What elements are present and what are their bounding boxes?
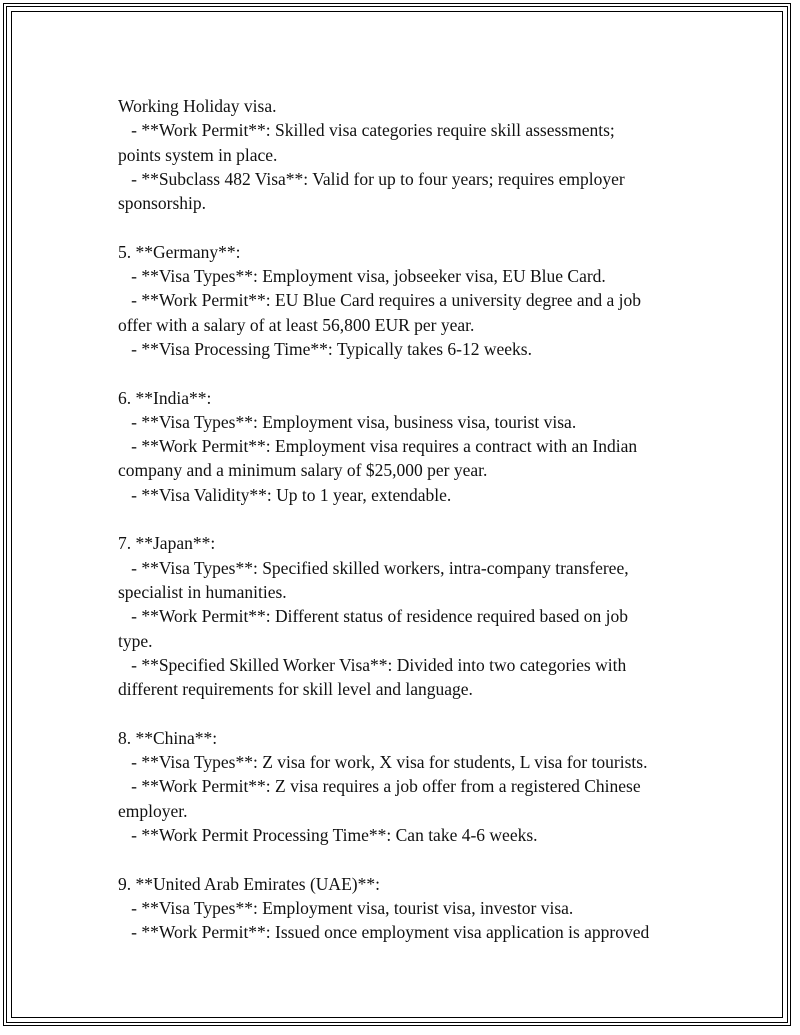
text-line: - **Visa Types**: Employment visa, business visa, tourist visa. — [118, 411, 577, 432]
text-line: company and a minimum salary of $25,000 per year. — [118, 460, 488, 481]
text-line: offer with a salary of at least 56,800 EUR per year. — [118, 314, 475, 335]
section-heading-india: 6. **India**: — [118, 387, 212, 408]
text-line: - **Specified Skilled Worker Visa**: Divided into two categories with — [118, 654, 627, 675]
text-line: employer. — [118, 800, 188, 821]
text-line: Working Holiday visa. — [118, 96, 277, 116]
text-line: sponsorship. — [118, 193, 206, 214]
text-line: different requirements for skill level and language. — [118, 679, 473, 700]
section-heading-china: 8. **China**: — [118, 727, 218, 748]
blank-line — [118, 847, 718, 871]
section-heading-japan: 7. **Japan**: — [118, 533, 216, 554]
blank-line — [118, 701, 718, 725]
section-heading-germany: 5. **Germany**: — [118, 241, 241, 262]
text-line: - **Visa Processing Time**: Typically takes 6-12 weeks. — [118, 338, 532, 359]
text-line: - **Work Permit**: EU Blue Card requires a university degree and a job — [118, 290, 641, 311]
blank-line — [118, 361, 718, 385]
text-line: specialist in humanities. — [118, 581, 287, 602]
text-line: - **Visa Types**: Z visa for work, X visa for students, L visa for tourists. — [118, 752, 648, 773]
text-line: - **Visa Validity**: Up to 1 year, extendable. — [118, 484, 452, 505]
text-line: points system in place. — [118, 144, 278, 165]
text-line: - **Work Permit**: Issued once employment visa application is approved — [118, 922, 650, 943]
text-line: - **Work Permit**: Employment visa requires a contract with an Indian — [118, 436, 638, 457]
text-line: - **Work Permit Processing Time**: Can take 4-6 weeks. — [118, 824, 538, 845]
text-line: - **Visa Types**: Employment visa, jobseeker visa, EU Blue Card. — [118, 266, 606, 287]
text-line: - **Work Permit**: Z visa requires a job offer from a registered Chinese — [118, 776, 641, 797]
text-line: - **Work Permit**: Different status of residence required based on job — [118, 606, 629, 627]
text-line: - **Subclass 482 Visa**: Valid for up to four years; requires employer — [118, 168, 625, 189]
text-line: type. — [118, 630, 153, 651]
text-line: - **Visa Types**: Employment visa, tourist visa, investor visa. — [118, 897, 574, 918]
blank-line — [118, 215, 718, 239]
section-heading-uae: 9. **United Arab Emirates (UAE)**: — [118, 873, 380, 894]
text-line: - **Visa Types**: Specified skilled workers, intra-company transferee, — [118, 557, 629, 578]
blank-line — [118, 507, 718, 531]
document-body — [118, 94, 718, 944]
text-line: - **Work Permit**: Skilled visa categories require skill assessments; — [118, 120, 615, 141]
